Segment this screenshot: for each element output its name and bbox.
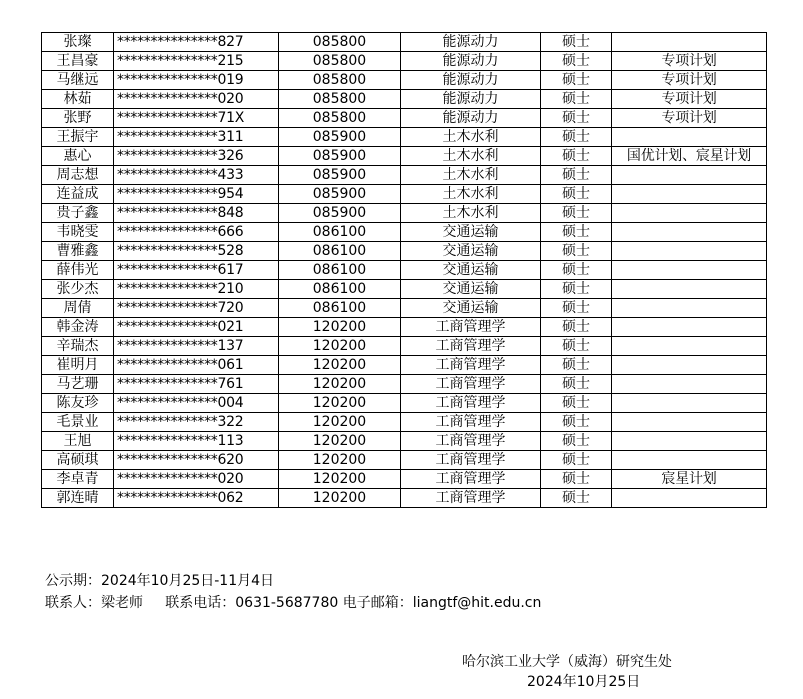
student-name: 薛伟光 xyxy=(42,261,114,280)
major-name: 工商管理学 xyxy=(401,375,541,394)
masked-id: ***************311 xyxy=(114,128,279,147)
masked-id: ***************062 xyxy=(114,489,279,508)
program-note: 宸星计划 xyxy=(612,470,767,489)
program-note xyxy=(612,166,767,185)
major-code: 120200 xyxy=(279,375,401,394)
program-note xyxy=(612,489,767,508)
table-row xyxy=(42,451,767,470)
masked-id: ***************620 xyxy=(114,451,279,470)
masked-id: ***************215 xyxy=(114,52,279,71)
masked-id: ***************210 xyxy=(114,280,279,299)
masked-id: ***************720 xyxy=(114,299,279,318)
major-name: 土木水利 xyxy=(401,204,541,223)
masked-id: ***************528 xyxy=(114,242,279,261)
major-name: 工商管理学 xyxy=(401,356,541,375)
student-name: 贵子鑫 xyxy=(42,204,114,223)
major-code: 085900 xyxy=(279,204,401,223)
major-code: 085900 xyxy=(279,185,401,204)
program-note xyxy=(612,299,767,318)
program-note: 专项计划 xyxy=(612,109,767,128)
student-name: 毛景业 xyxy=(42,413,114,432)
degree-type: 硕士 xyxy=(541,280,612,299)
major-name: 能源动力 xyxy=(401,109,541,128)
masked-id: ***************848 xyxy=(114,204,279,223)
masked-id: ***************021 xyxy=(114,318,279,337)
table-row xyxy=(42,71,767,90)
degree-type: 硕士 xyxy=(541,489,612,508)
table-row xyxy=(42,242,767,261)
major-name: 能源动力 xyxy=(401,71,541,90)
major-code: 120200 xyxy=(279,413,401,432)
degree-type: 硕士 xyxy=(541,299,612,318)
major-name: 土木水利 xyxy=(401,185,541,204)
table-row xyxy=(42,128,767,147)
major-code: 120200 xyxy=(279,489,401,508)
major-code: 085800 xyxy=(279,90,401,109)
program-note xyxy=(612,394,767,413)
program-note xyxy=(612,223,767,242)
program-note xyxy=(612,33,767,52)
student-name: 韦晓雯 xyxy=(42,223,114,242)
degree-type: 硕士 xyxy=(541,356,612,375)
masked-id: ***************113 xyxy=(114,432,279,451)
student-name: 韩金涛 xyxy=(42,318,114,337)
major-code: 085900 xyxy=(279,147,401,166)
degree-type: 硕士 xyxy=(541,261,612,280)
degree-type: 硕士 xyxy=(541,223,612,242)
student-name: 曹雅鑫 xyxy=(42,242,114,261)
table-row xyxy=(42,147,767,166)
major-code: 120200 xyxy=(279,318,401,337)
major-name: 能源动力 xyxy=(401,90,541,109)
program-note xyxy=(612,280,767,299)
table-row xyxy=(42,109,767,128)
major-code: 120200 xyxy=(279,451,401,470)
table-row xyxy=(42,223,767,242)
program-note xyxy=(612,185,767,204)
roster-body xyxy=(42,33,767,508)
program-note xyxy=(612,413,767,432)
major-name: 工商管理学 xyxy=(401,432,541,451)
major-code: 086100 xyxy=(279,299,401,318)
degree-type: 硕士 xyxy=(541,242,612,261)
major-code: 120200 xyxy=(279,337,401,356)
major-code: 085800 xyxy=(279,52,401,71)
major-code: 120200 xyxy=(279,470,401,489)
major-name: 交通运输 xyxy=(401,280,541,299)
degree-type: 硕士 xyxy=(541,33,612,52)
degree-type: 硕士 xyxy=(541,413,612,432)
major-name: 交通运输 xyxy=(401,299,541,318)
major-code: 085800 xyxy=(279,71,401,90)
major-name: 能源动力 xyxy=(401,52,541,71)
masked-id: ***************137 xyxy=(114,337,279,356)
student-name: 崔明月 xyxy=(42,356,114,375)
major-name: 交通运输 xyxy=(401,242,541,261)
student-name: 连益成 xyxy=(42,185,114,204)
table-row xyxy=(42,413,767,432)
degree-type: 硕士 xyxy=(541,337,612,356)
table-row xyxy=(42,299,767,318)
masked-id: ***************004 xyxy=(114,394,279,413)
masked-id: ***************827 xyxy=(114,33,279,52)
degree-type: 硕士 xyxy=(541,318,612,337)
table-row xyxy=(42,432,767,451)
major-name: 工商管理学 xyxy=(401,470,541,489)
degree-type: 硕士 xyxy=(541,204,612,223)
degree-type: 硕士 xyxy=(541,52,612,71)
degree-type: 硕士 xyxy=(541,185,612,204)
major-name: 工商管理学 xyxy=(401,394,541,413)
degree-type: 硕士 xyxy=(541,470,612,489)
degree-type: 硕士 xyxy=(541,394,612,413)
major-name: 工商管理学 xyxy=(401,318,541,337)
student-name: 林茹 xyxy=(42,90,114,109)
student-name: 王振宇 xyxy=(42,128,114,147)
table-row xyxy=(42,261,767,280)
program-note xyxy=(612,261,767,280)
major-name: 工商管理学 xyxy=(401,413,541,432)
student-name: 马艺珊 xyxy=(42,375,114,394)
program-note xyxy=(612,204,767,223)
program-note xyxy=(612,242,767,261)
masked-id: ***************617 xyxy=(114,261,279,280)
major-code: 085800 xyxy=(279,33,401,52)
major-code: 086100 xyxy=(279,242,401,261)
program-note: 专项计划 xyxy=(612,71,767,90)
major-code: 120200 xyxy=(279,432,401,451)
degree-type: 硕士 xyxy=(541,451,612,470)
student-name: 王昌豪 xyxy=(42,52,114,71)
table-row xyxy=(42,280,767,299)
major-name: 工商管理学 xyxy=(401,451,541,470)
program-note: 国优计划、宸星计划 xyxy=(612,147,767,166)
table-row xyxy=(42,489,767,508)
masked-id: ***************020 xyxy=(114,90,279,109)
masked-id: ***************019 xyxy=(114,71,279,90)
degree-type: 硕士 xyxy=(541,166,612,185)
student-name: 张璨 xyxy=(42,33,114,52)
masked-id: ***************761 xyxy=(114,375,279,394)
degree-type: 硕士 xyxy=(541,90,612,109)
degree-type: 硕士 xyxy=(541,109,612,128)
masked-id: ***************322 xyxy=(114,413,279,432)
major-code: 085800 xyxy=(279,109,401,128)
major-code: 086100 xyxy=(279,280,401,299)
table-row xyxy=(42,90,767,109)
table-row xyxy=(42,52,767,71)
student-name: 惠心 xyxy=(42,147,114,166)
major-code: 086100 xyxy=(279,223,401,242)
masked-id: ***************020 xyxy=(114,470,279,489)
student-name: 周志想 xyxy=(42,166,114,185)
degree-type: 硕士 xyxy=(541,71,612,90)
major-name: 交通运输 xyxy=(401,261,541,280)
major-name: 土木水利 xyxy=(401,128,541,147)
major-code: 085900 xyxy=(279,128,401,147)
major-name: 工商管理学 xyxy=(401,489,541,508)
major-name: 土木水利 xyxy=(401,166,541,185)
student-name: 王旭 xyxy=(42,432,114,451)
masked-id: ***************954 xyxy=(114,185,279,204)
major-name: 土木水利 xyxy=(401,147,541,166)
masked-id: ***************71X xyxy=(114,109,279,128)
degree-type: 硕士 xyxy=(541,375,612,394)
program-note xyxy=(612,318,767,337)
table-row xyxy=(42,375,767,394)
masked-id: ***************433 xyxy=(114,166,279,185)
degree-type: 硕士 xyxy=(541,147,612,166)
student-name: 陈友珍 xyxy=(42,394,114,413)
major-name: 交通运输 xyxy=(401,223,541,242)
program-note xyxy=(612,375,767,394)
program-note: 专项计划 xyxy=(612,52,767,71)
masked-id: ***************326 xyxy=(114,147,279,166)
degree-type: 硕士 xyxy=(541,432,612,451)
issue-date: 2024年10月25日 xyxy=(527,674,641,690)
table-row xyxy=(42,185,767,204)
table-row xyxy=(42,337,767,356)
major-name: 能源动力 xyxy=(401,33,541,52)
student-name: 高硕琪 xyxy=(42,451,114,470)
major-code: 086100 xyxy=(279,261,401,280)
program-note xyxy=(612,356,767,375)
program-note xyxy=(612,451,767,470)
student-name: 张野 xyxy=(42,109,114,128)
student-name: 辛瑞杰 xyxy=(42,337,114,356)
masked-id: ***************666 xyxy=(114,223,279,242)
table-row xyxy=(42,166,767,185)
student-name: 周倩 xyxy=(42,299,114,318)
program-note xyxy=(612,128,767,147)
degree-type: 硕士 xyxy=(541,128,612,147)
table-row xyxy=(42,394,767,413)
program-note: 专项计划 xyxy=(612,90,767,109)
program-note xyxy=(612,432,767,451)
table-row xyxy=(42,204,767,223)
major-name: 工商管理学 xyxy=(401,337,541,356)
table-row xyxy=(42,318,767,337)
program-note xyxy=(612,337,767,356)
publicity-period: 公示期：2024年10月25日-11月4日 xyxy=(45,573,275,589)
major-code: 085900 xyxy=(279,166,401,185)
table-row xyxy=(42,33,767,52)
table-row xyxy=(42,356,767,375)
issuer-name: 哈尔滨工业大学（威海）研究生处 xyxy=(462,654,672,670)
major-code: 120200 xyxy=(279,394,401,413)
student-name: 李卓青 xyxy=(42,470,114,489)
table-row xyxy=(42,470,767,489)
contact-info: 联系人：梁老师 联系电话：0631-5687780 电子邮箱：liangtf@hit.edu.cn xyxy=(45,595,542,611)
student-name: 郭连晴 xyxy=(42,489,114,508)
student-name: 张少杰 xyxy=(42,280,114,299)
masked-id: ***************061 xyxy=(114,356,279,375)
major-code: 120200 xyxy=(279,356,401,375)
admission-roster-table xyxy=(41,32,767,508)
student-name: 马继远 xyxy=(42,71,114,90)
